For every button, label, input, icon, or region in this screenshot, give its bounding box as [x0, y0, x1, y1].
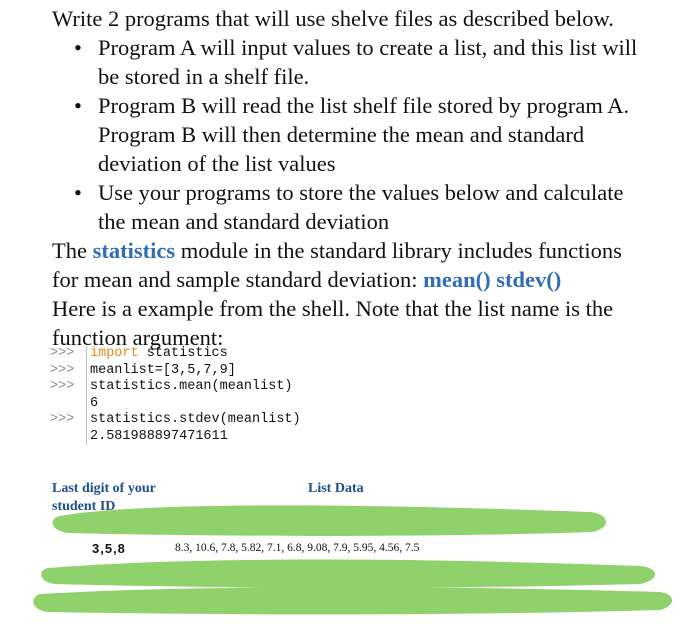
intro-text: Write 2 programs that will use shelve files as described below.: [52, 6, 614, 31]
shell-output: 6: [50, 396, 301, 413]
table-header-student-id: Last digit of your student ID: [52, 481, 156, 514]
bullet-use-programs: • Use your programs to store the values below and calculate the mean and standard deviation: [74, 180, 624, 234]
redaction-stroke-middle: [41, 560, 655, 588]
bullet-dot-icon: •: [74, 93, 82, 118]
shell-output: 2.581988897471611: [50, 429, 301, 446]
bullet-dot-icon: •: [74, 180, 82, 205]
redaction-stroke-bottom: [33, 587, 672, 614]
shell-line: >>> statistics.mean(meanlist): [50, 379, 293, 394]
table-header-list-data: List Data: [308, 481, 364, 496]
table-cell-digits: 3,5,8: [92, 541, 126, 556]
shell-line: >>> import statistics: [50, 346, 228, 361]
redaction-stroke-top: [53, 505, 606, 536]
shell-line: >>> statistics.stdev(meanlist): [50, 412, 301, 427]
bullet-dot-icon: •: [74, 35, 82, 60]
table-cell-data: 8.3, 10.6, 7.8, 5.82, 7.1, 6.8, 9.08, 7.9, 5.95, 4.56, 7.5: [175, 542, 420, 554]
statistics-paragraph: The statistics module in the standard library includes functions for mean and sample standard deviation: mean() stdev() Here is a example from the shell. Note that the list name is the function argument:: [52, 238, 622, 350]
bullet-program-a: • Program A will input values to create a list, and this list will be stored in a shelf file.: [74, 35, 638, 89]
function-names: mean() stdev(): [423, 267, 562, 292]
statistics-keyword: statistics: [92, 238, 176, 263]
shell-line: >>> meanlist=[3,5,7,9]: [50, 362, 236, 378]
bullet-program-b: • Program B will read the list shelf file stored by program A. Program B will then determine the mean and standard deviation of the list values: [74, 93, 630, 176]
